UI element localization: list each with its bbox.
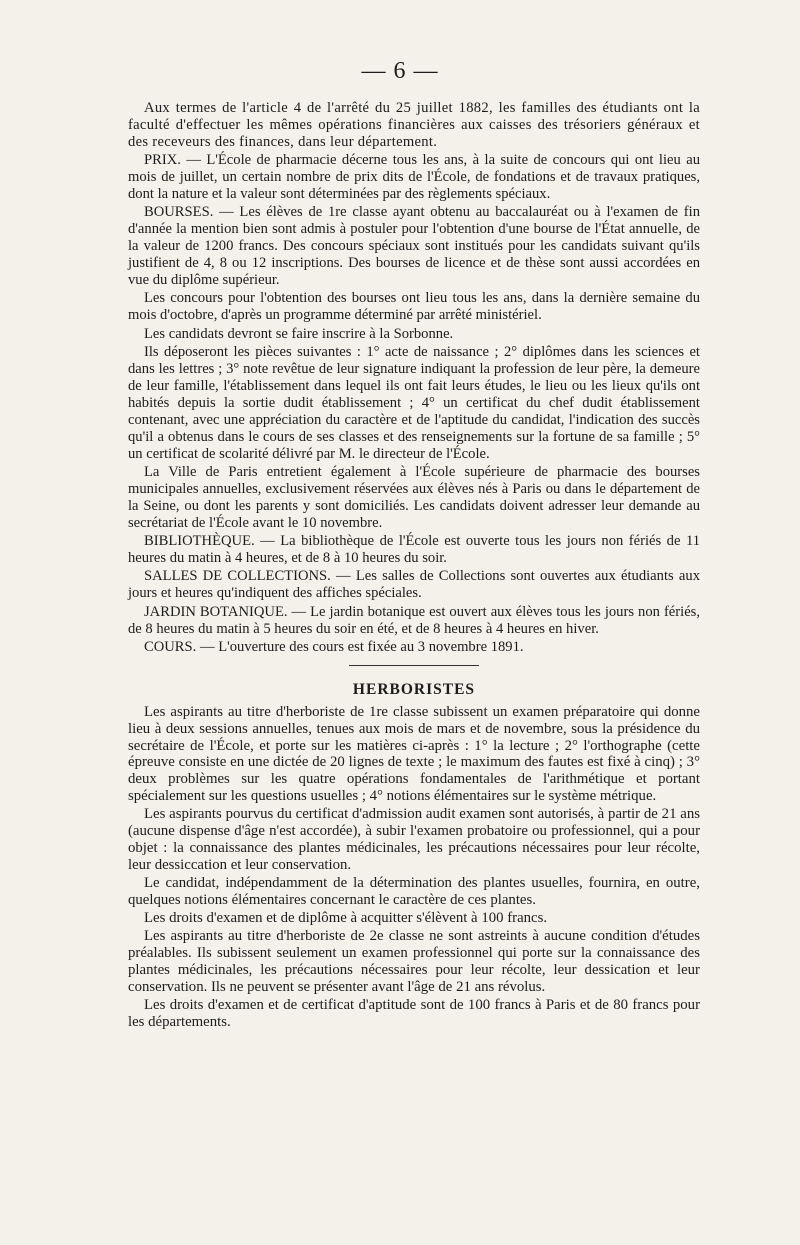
paragraph-prix: PRIX. — L'École de pharmacie décerne tous les ans, à la suite de concours qui ont lieu au mois de juillet, un certain nombre de prix dits de l'École, de fondations et de travaux pratiques, dont la nature et la valeur sont déterminées par des règlements spéciaux. bbox=[128, 152, 700, 203]
paragraph-droits-100-francs: Les droits d'examen et de diplôme à acquitter s'élèvent à 100 francs. bbox=[144, 909, 548, 926]
herboristes-text bbox=[128, 704, 700, 1031]
paragraph-concours: Les concours pour l'obtention des bourses ont lieu tous les ans, dans la dernière semaine du mois d'octobre, d'après un programme déterminé par arrêté ministériel. bbox=[128, 290, 700, 324]
paragraph-jardin-botanique: JARDIN BOTANIQUE. — Le jardin botanique est ouvert aux élèves tous les jours non fériés, de 8 heures du matin à 5 heures du soir en été, et de 8 heures à 4 heures en hiver. bbox=[128, 603, 700, 637]
paragraph-bourses: BOURSES. — Les élèves de 1re classe ayant obtenu au baccalauréat ou à l'examen de fin d'année la mention bien sont admis à postuler pour l'obtention d'une bourse de l'État annuelle, de la valeur de 1200 francs. Des concours spéciaux sont institués pour les candidats suivant qu'ils justifient de 4, 8 ou 12 inscriptions. Des bourses de licence et de thèse sont aussi accordées en vue du diplôme supérieur. bbox=[128, 204, 700, 289]
paragraph-article-4: Aux termes de l'article 4 de l'arrêté du 25 juillet 1882, les familles des étudiants ont la faculté d'effectuer les mêmes opérations financières aux caisses des trésoriers généraux et des receveurs des finances, dans leur département. bbox=[128, 100, 700, 150]
paragraph-droits-certificat: Les droits d'examen et de certificat d'aptitude sont de 100 francs à Paris et de 80 francs pour les départements. bbox=[128, 996, 700, 1030]
paragraph-bibliotheque: BIBLIOTHÈQUE. — La bibliothèque de l'École est ouverte tous les jours non fériés de 11 heures du matin à 4 heures, et de 8 à 10 heures du soir. bbox=[128, 533, 700, 567]
paragraph-determination-plantes: Le candidat, indépendamment de la détermination des plantes usuelles, fournira, en outre, quelques notions élémentaires concernant le caractère de ces plantes. bbox=[128, 874, 700, 908]
paragraph-salles-collections: SALLES DE COLLECTIONS. — Les salles de Collections sont ouvertes aux étudiants aux jours et heures qu'indiquent des affiches spéciales. bbox=[128, 568, 700, 602]
paragraph-herboriste-1re-classe: Les aspirants au titre d'herboriste de 1re classe subissent un examen préparatoire qui donne lieu à deux sessions annuelles, tenues aux mois de mars et de novembre, sous la présidence du secrétaire de l'École, et porte sur les matières ci-après : 1° la lecture ; 2° l'orthographe (cette épreuve consiste en une dictée de 20 lignes de texte ; le maximum des fautes est fixé à cinq) ; 3° deux problèmes sur les quatre opérations fondamentales de l'arithmétique et portant spécialement sur les questions usuelles ; 4° notions élémentaires sur le système métrique. bbox=[128, 703, 700, 804]
main-text bbox=[128, 100, 700, 1032]
paragraph-examen-probatoire: Les aspirants pourvus du certificat d'admission audit examen sont autorisés, à partir de 21 ans (aucune dispense d'âge n'est accordée), à subir l'examen probatoire ou professionnel, qui a pour objet : la connaissance des plantes médicinales, les précautions nécessaires pour leur récolte, leur dessiccation et leur conservation. bbox=[128, 806, 700, 873]
paragraph-ville-de-paris: La Ville de Paris entretient également à l'École supérieure de pharmacie des bourses municipales annuelles, exclusivement réservées aux élèves nés à Paris ou dans le département de la Seine, ou dont les parents y sont domiciliés. Les candidats doivent adresser leur demande au secrétariat de l'École avant le 10 novembre. bbox=[128, 464, 700, 531]
paragraph-herboriste-2e-classe: Les aspirants au titre d'herboriste de 2e classe ne sont astreints à aucune condition d'études préalables. Ils subissent seulement un examen professionnel qui porte sur la connaissance des plantes médicinales, les précautions nécessaires pour leur récolte, leur dessication et leur conservation. Ils ne peuvent se présenter avant l'âge de 21 ans révolus. bbox=[128, 928, 700, 995]
section-title-herboristes: HERBORISTES bbox=[352, 681, 476, 698]
paragraph-cours: COURS. — L'ouverture des cours est fixée au 3 novembre 1891. bbox=[144, 639, 524, 656]
section-divider bbox=[349, 665, 479, 666]
paragraph-sorbonne: Les candidats devront se faire inscrire à la Sorbonne. bbox=[144, 325, 454, 342]
paragraph-pieces: Ils déposeront les pièces suivantes : 1° acte de naissance ; 2° diplômes dans les sciences et dans les lettres ; 3° note revêtue de leur signature indiquant la profession de leur père, la demeure de leur famille, l'établissement dans lequel ils ont fait leurs études, le lieu ou les lieux qu'ils ont habités depuis la sortie dudit établissement ; 4° un certificat du chef dudit établissement contenant, avec une appréciation du caractère et de l'aptitude du candidat, l'indication des succès qu'il a obtenus dans le cours de ses classes et des renseignements sur la fortune de sa famille ; 5° un certificat de scolarité délivré par M. le directeur de l'École. bbox=[128, 344, 700, 462]
page-number: — 6 — bbox=[361, 58, 439, 84]
